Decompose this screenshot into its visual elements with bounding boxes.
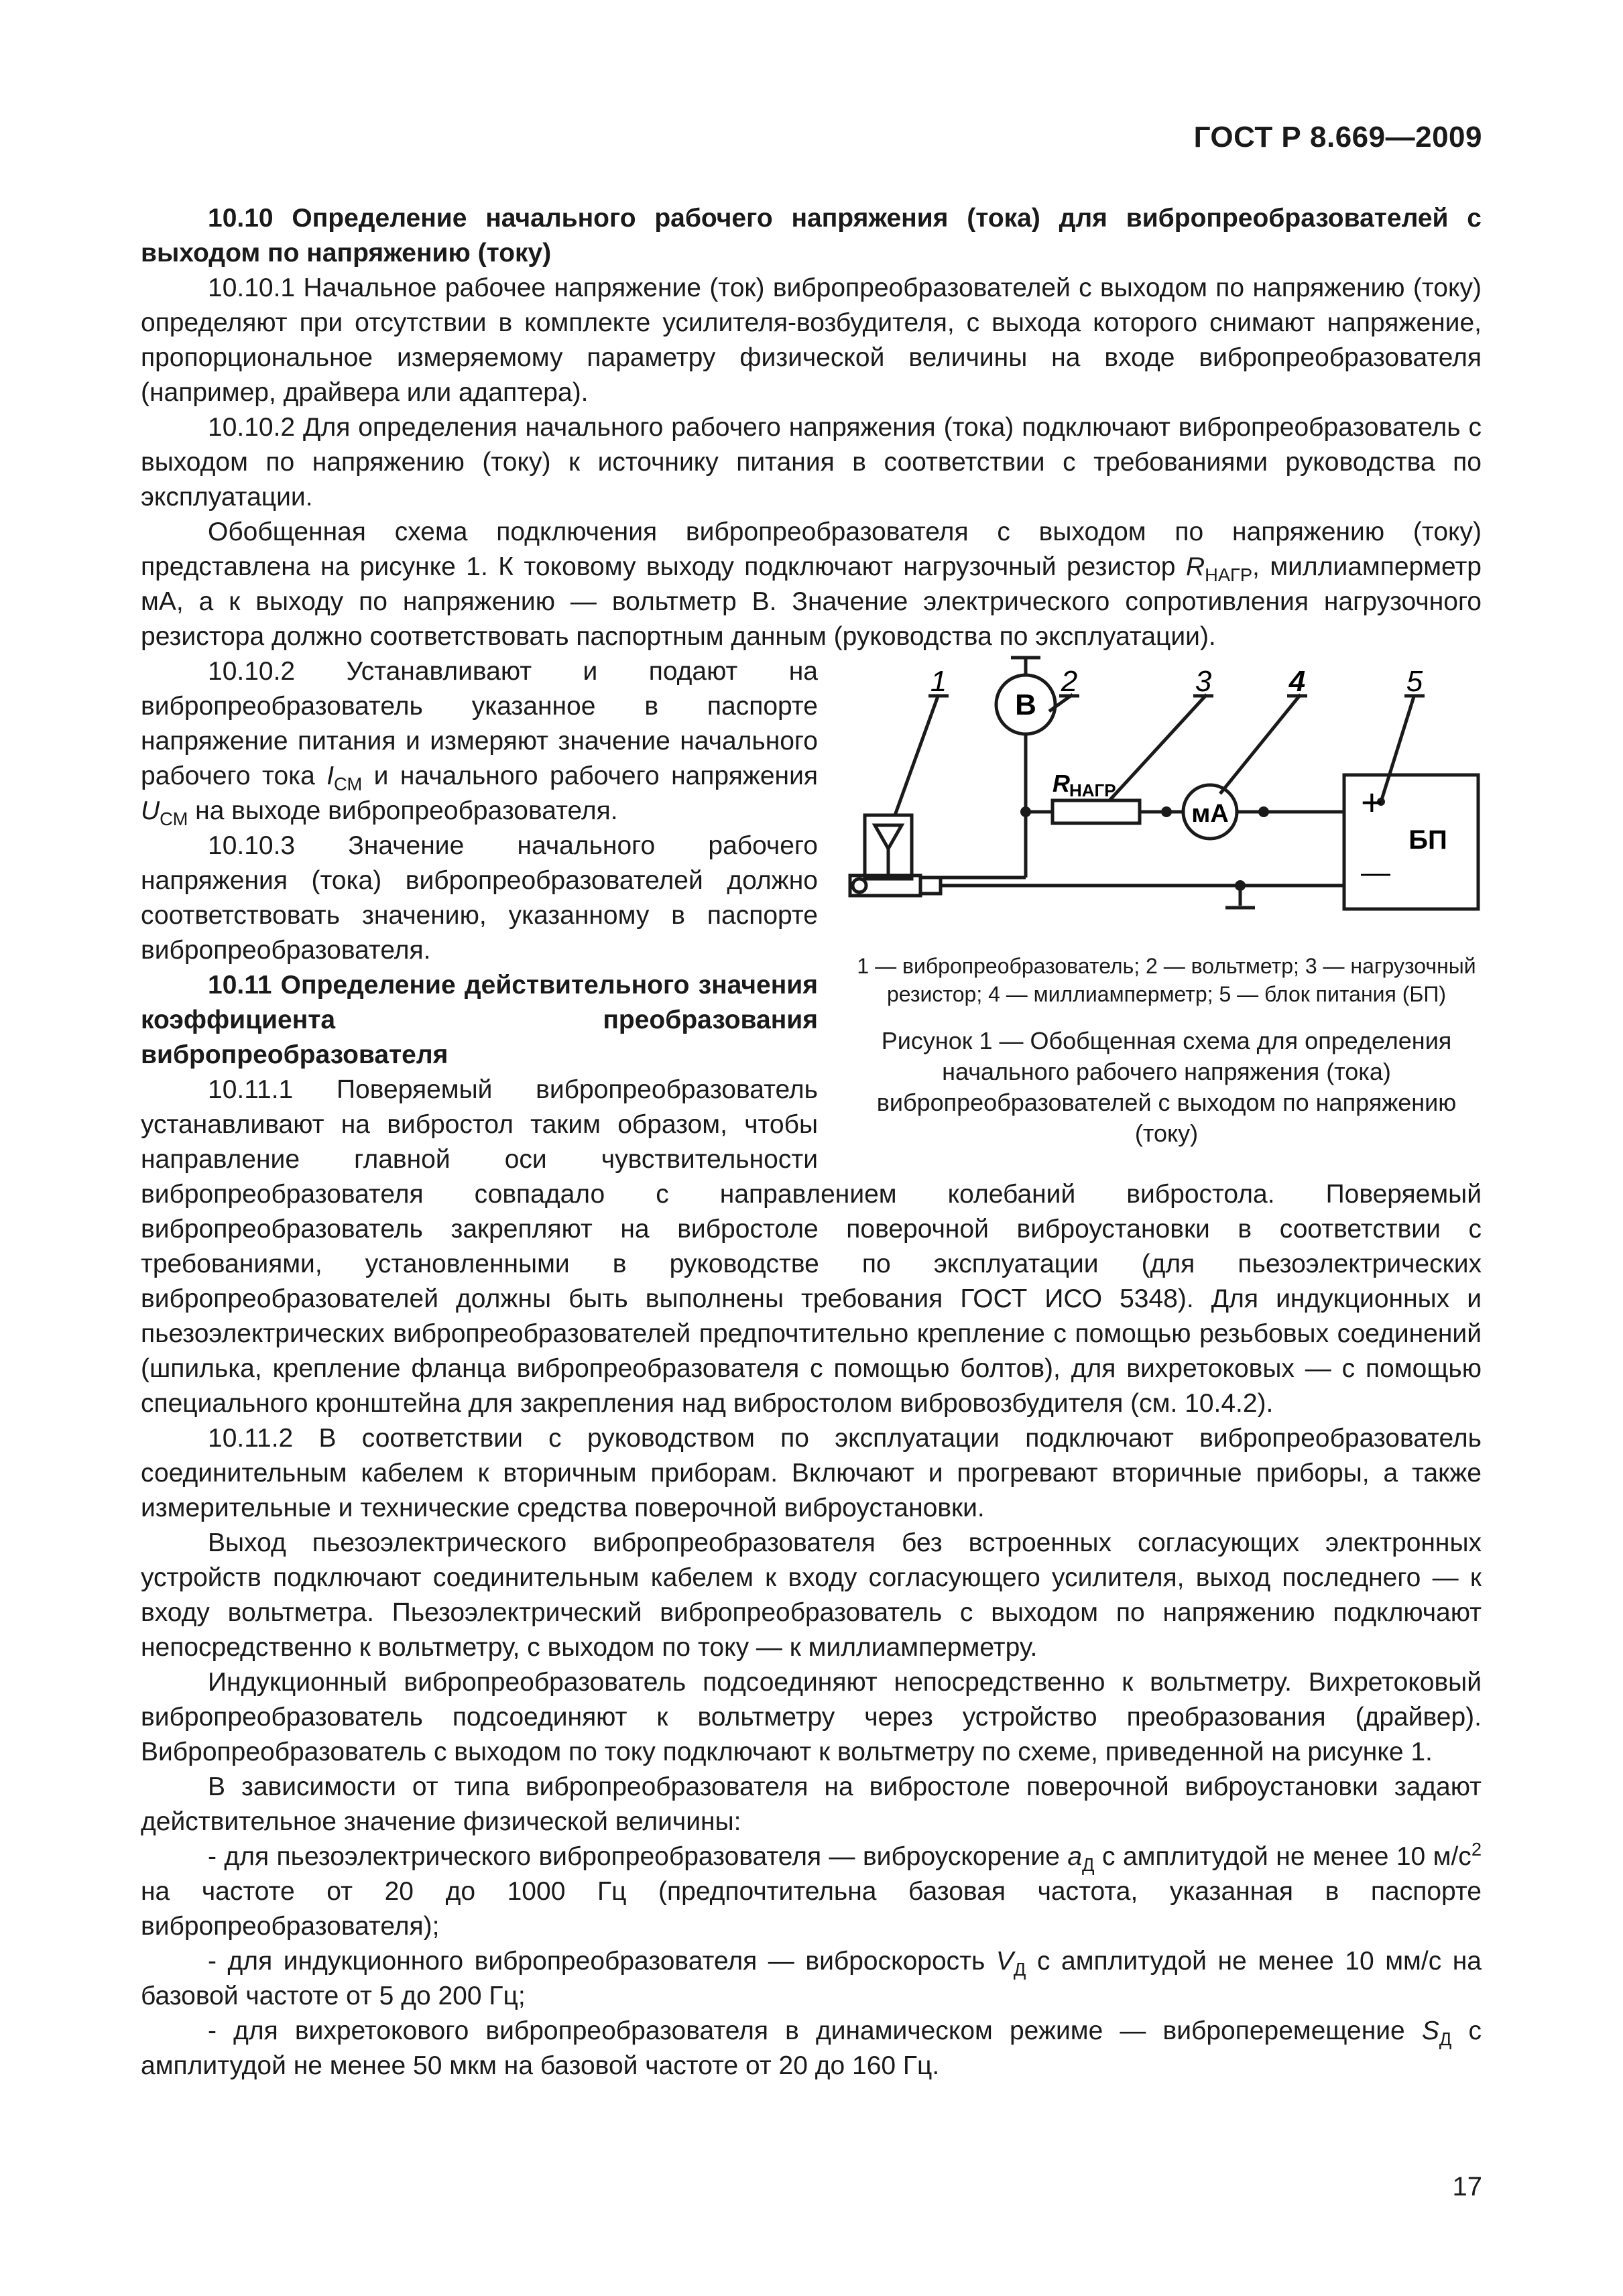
paragraph-scheme-intro: Обобщенная схема подключения вибропреобразователя с выходом по напряжению (току) представлена на рисунке 1. К токовому выходу подключают нагрузочный резистор $R_{НАГР}$, миллиамперметр мА, а к выходу по напряжению — вольтметр В. Значение электрического сопротивления нагрузочного резистора должно соответствовать паспортным данным (руководства по эксплуатации).: [141, 518, 1482, 651]
psu-minus: —: [1361, 856, 1390, 889]
page-number: 17: [1452, 2172, 1482, 2201]
sensor-triangle: [875, 825, 902, 849]
paragraph-piezo-output: Выход пьезоэлектрического вибропреобразователя без встроенных согласующих электронных устройств подключают соединительным кабелем к входу согласующего усилителя, выход последнего — к входу вольтметра. Пьезоэлектрический вибропреобразователь с выходом по напряжению подключают непосредственно к вольтметру, с выходом по току — к миллиамперметру.: [141, 1528, 1482, 1662]
resistor-label-symbol: R: [1053, 770, 1070, 797]
figure-1: [845, 654, 1488, 1149]
figure-caption: Рисунок 1 — Обобщенная схема для определения начального рабочего напряжения (тока) вибропреобразователей с выходом по напряжению (току): [876, 1027, 1457, 1147]
label-2: 2: [1061, 665, 1078, 698]
label-5: 5: [1406, 665, 1423, 698]
label-3: 3: [1195, 665, 1212, 698]
label-4: 4: [1288, 665, 1306, 698]
paragraph-10-10-2b: 10.10.2 Устанавливают и подают на вибропреобразователь указанное в паспорте напряжение питания и измеряют значение начального рабочего тока $I_{СМ}$ и начального рабочего напряжения $U_{СМ}$ на выходе вибропреобразователя.: [141, 657, 818, 829]
paragraph-inductive: Индукционный вибропреобразователь подсоединяют непосредственно к вольтметру. Вихретоковый вибропреобразователь подсоединяют к вольтметру через устройство преобразования (драйвер). Вибропреобразователь с выходом по току подключают к вольтметру по схеме, приведенной на рисунке 1.: [141, 1668, 1482, 1766]
resistor-label-subscript: НАГР: [1069, 780, 1116, 800]
load-resistor: [1053, 800, 1140, 823]
paragraph-10-10-3: 10.10.3 Значение начального рабочего напряжения (тока) вибропреобразователей должно соответствовать значению, указанному в паспорте вибропреобразователя.: [141, 831, 818, 965]
voltmeter-label: В: [1015, 688, 1036, 721]
label-1: 1: [930, 665, 947, 698]
figure-legend: 1 — вибропреобразователь; 2 — вольтметр; 3 — нагрузочный резистор; 4 — миллиамперметр; 5 — блок питания (БП): [857, 954, 1476, 1006]
milliammeter-label: мА: [1191, 800, 1229, 828]
circuit-diagram: [845, 654, 1488, 943]
paragraph-set-value: В зависимости от типа вибропреобразователя на вибростоле поверочной виброустановки задают действительное значение физической величины:: [141, 1772, 1482, 1836]
body-text: [141, 201, 1482, 2083]
list-item-piezo: - для пьезоэлектрического вибропреобразователя — виброускорение $a_Д$ с амплитудой не менее 10 $м/с^2$ на частоте от 20 до 1000 Гц (предпочтительна базовая частота, указанная в паспорте вибропреобразователя);: [141, 1839, 1482, 1941]
psu-plus: +: [1361, 781, 1383, 823]
list-item-eddy: - для вихретокового вибропреобразователя в динамическом режиме — виброперемещение $S_Д$ с амплитудой не менее 50 мкм на базовой частоте от 20 до 160 Гц.: [141, 2016, 1482, 2080]
paragraph-10-11-1: 10.11.1 Поверяемый вибропреобразователь устанавливают на вибростол таким образом, чтобы направление главной оси чувствительности вибропреобразователя совпадало с направлением колебаний вибростола. Поверяемый вибропреобразователь закрепляют на вибростоле поверочной виброустановки в соответствии с требованиями, установленными в руководстве по эксплуатации (для пьезоэлектрических вибропреобразователей должны быть выполнены требования ГОСТ ИСО 5348). Для индукционных и пьезоэлектрических вибропреобразователей предпочтительно крепление с помощью резьбовых соединений (шпилька, крепление фланца вибропреобразователя с помощью болтов), для вихретоковых — с помощью специального кронштейна для закрепления над вибростолом вибровозбудителя (см. 10.4.2).: [141, 1075, 1482, 1418]
paragraph-10-10-1: 10.10.1 Начальное рабочее напряжение (ток) вибропреобразователей с выходом по напряжению (току) определяют при отсутствии в комплекте усилителя-возбудителя, с выхода которого снимают напряжение, пропорциональное измеряемому параметру физической величины на входе вибропреобразователя (например, драйвера или адаптера).: [141, 274, 1482, 407]
list-item-inductive: - для индукционного вибропреобразователя — виброскорость $V_Д$ с амплитудой не менее 10 мм/с на базовой частоте от 5 до 200 Гц;: [141, 1947, 1482, 2010]
psu-label: БП: [1408, 825, 1447, 855]
document-header: ГОСТ Р 8.669—2009: [1193, 121, 1482, 154]
section-heading-10-11: 10.11 Определение действительного значения коэффициента преобразования вибропреобразователя: [141, 971, 818, 1069]
section-heading-10-10: 10.10 Определение начального рабочего напряжения (тока) для вибропреобразователей с выходом по напряжению (току): [141, 204, 1482, 267]
paragraph-10-11-2: 10.11.2 В соответствии с руководством по эксплуатации подключают вибропреобразователь соединительным кабелем к вторичным приборам. Включают и прогревают вторичные приборы, а также измерительные и технические средства поверочной виброустановки.: [141, 1424, 1482, 1522]
paragraph-10-10-2: 10.10.2 Для определения начального рабочего напряжения (тока) подключают вибропреобразователь с выходом по напряжению (току) к источнику питания в соответствии с требованиями руководства по эксплуатации.: [141, 413, 1482, 511]
